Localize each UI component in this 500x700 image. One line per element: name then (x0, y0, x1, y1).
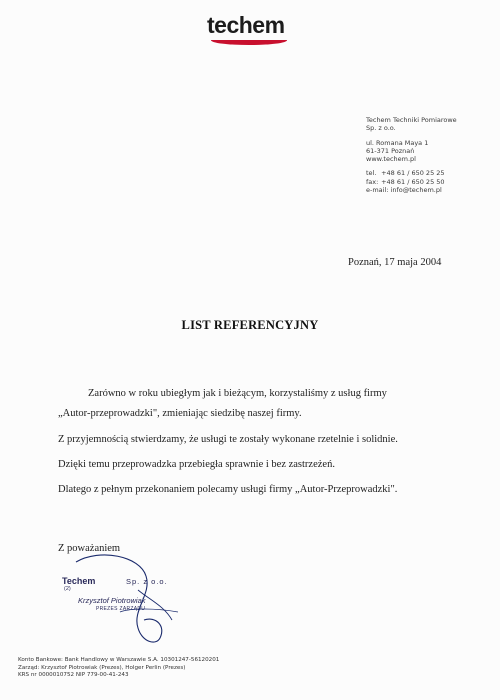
body-paragraph-1-line-2: „Autor-przeprowadzki", zmieniając siedzibę naszej firmy. (58, 408, 302, 419)
address-fax (366, 178, 457, 186)
body-paragraph-2: Z przyjemnością stwierdzamy, że usługi te zostały wykonane rzetelnie i solidnie. (58, 434, 398, 445)
body-paragraph-1-line-1: Zarówno w roku ubiegłym jak i bieżącym, korzystaliśmy z usług firmy (88, 388, 387, 399)
address-web: www.techem.pl (366, 155, 416, 164)
stamp-company-form: Sp. z o.o. (126, 577, 168, 586)
company-address-block (366, 116, 457, 194)
tel-value: +48 61 / 650 25 25 (381, 169, 445, 178)
body-paragraph-3: Dzięki temu przeprowadzka przebiegła sprawnie i bez zastrzeżeń. (58, 459, 335, 470)
address-tel (366, 169, 457, 177)
address-city: 61-371 Poznań (366, 146, 415, 155)
handwritten-signature (60, 550, 210, 660)
fax-label: fax: (366, 177, 379, 186)
address-email: e-mail: info@techem.pl (366, 186, 442, 195)
letter-footer (18, 657, 219, 680)
footer-bank-account: Konto Bankowe: Bank Handlowy w Warszawie S.A. 10301247-56120201 (18, 657, 220, 663)
techem-logo: techem (207, 12, 285, 38)
stamp-number: (2) (64, 586, 71, 592)
body-paragraph-4: Dlatego z pełnym przekonaniem polecamy usługi firmy „Autor-Przeprowadzki". (58, 484, 398, 495)
logo-red-swoosh (211, 40, 287, 45)
stamp-signer-role: PREZES ZARZĄDU (96, 606, 146, 612)
address-company-form: Sp. z o.o. (366, 124, 396, 133)
letter-date: Poznań, 17 maja 2004 (348, 257, 442, 268)
tel-label: tel. (366, 169, 377, 178)
address-street: ul. Romana Maya 1 (366, 138, 429, 147)
closing-salutation: Z poważaniem (58, 543, 121, 554)
stamp-signer-name: Krzysztof Piotrowiak (78, 596, 146, 605)
footer-board: Zarząd: Krzysztof Piotrowiak (Prezes), Holger Perlin (Prezes) (18, 664, 186, 671)
footer-registration: KRS nr 0000010752 NIP 779-00-41-243 (18, 672, 129, 679)
letter-title: LIST REFERENCYJNY (181, 318, 319, 332)
stamp-company: Techem (62, 576, 96, 586)
fax-value: +48 61 / 650 25 50 (381, 177, 445, 186)
address-company: Techem Techniki Pomiarowe (366, 116, 457, 124)
